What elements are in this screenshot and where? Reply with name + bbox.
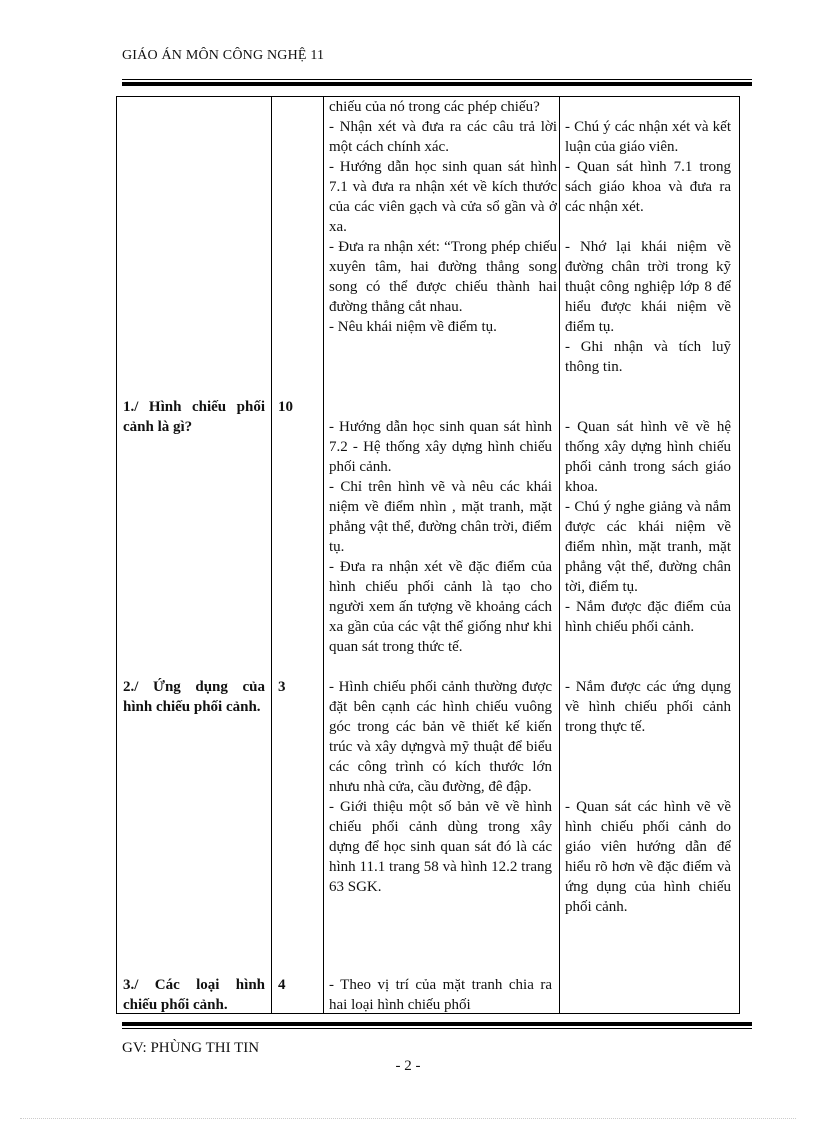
teacher-activity-line: - Nêu khái niệm về điểm tụ. [329,319,497,335]
student-activity-line: - Quan sát hình vẽ về hệ thống xây dựng hình chiếu phối cảnh trong sách giáo khoa. [565,419,731,495]
column-divider [559,97,560,1013]
student-activity-line: - Quan sát các hình vẽ về hình chiếu phối cảnh do giáo viên hướng dẫn để hiểu rõ hơn về đặc điểm và ứng dụng của hình chiếu phối cảnh. [565,799,731,915]
section-time: 10 [278,399,293,415]
teacher-activity-cell [329,677,552,897]
teacher-activity-line: - Giới thiệu một số bản vẽ về hình chiếu phối cảnh dùng trong xây dựng để học sinh quan sát đó là các hình 11.1 trang 58 và hình 12.2 trang 63 SGK. [329,799,552,895]
footer-rule-thin [122,1028,752,1029]
footer-teacher-name: GV: PHÙNG THI TIN [122,1040,260,1056]
student-activity-line: - Nắm được các ứng dụng về hình chiếu phối cảnh trong thực tế. [565,679,731,735]
footer-rule-thick [122,1022,752,1026]
student-activity-line: - Quan sát hình 7.1 trong sách giáo khoa và đưa ra các nhận xét. [565,159,731,215]
section-topic: 1./ Hình chiếu phối cảnh là gì? [123,399,265,435]
student-activity-line: - Nắm được đặc điểm của hình chiếu phối cảnh. [565,599,731,635]
student-activity-line: - Chú ý nghe giảng và nắm được các khái niệm về điểm nhìn, mặt tranh, mặt phẳng vật thể, đường chân tời, điểm tụ. [565,499,731,595]
student-activity-line: - Ghi nhận và tích luỹ thông tin. [565,339,731,375]
section-topic: 2./ Ứng dụng của hình chiếu phối cảnh. [123,679,265,715]
teacher-activity-line: chiếu của nó trong các phép chiếu? [329,99,540,115]
column-divider [271,97,272,1013]
teacher-activity-line: - Hình chiếu phối cảnh thường được đặt bên cạnh các hình chiếu vuông góc trong các bản vẽ thiết kế kiến trúc và xây dựngvà mỹ thuật để biểu các công trình có kích thước lớn nhưu nhà cửa, cầu đường, đê đập. [329,679,552,795]
header-rule-thick [122,82,752,86]
student-activity-line: - Chú ý các nhận xét và kết luận của giáo viên. [565,119,731,155]
teacher-activity-line: - Hướng dẫn học sinh quan sát hình 7.2 - Hệ thống xây dựng hình chiếu phối cảnh. [329,419,552,475]
teacher-activity-cell [329,975,552,1015]
page-number: - 2 - [395,1058,421,1074]
header-rule-thin [122,79,752,80]
teacher-activity-line: - Đưa ra nhận xét: “Trong phép chiếu xuyên tâm, hai đường thẳng song song có thể được chiếu thành hai đường thẳng cắt nhau. [329,239,557,315]
student-activity-cell [565,417,731,637]
teacher-activity-cell [324,97,557,337]
page-header-title: GIÁO ÁN MÔN CÔNG NGHỆ 11 [122,48,325,63]
teacher-activity-line: - Hướng dẫn học sinh quan sát hình 7.1 và đưa ra nhận xét về kích thước của các viên gạch và cửa sổ gần và ở xa. [329,159,557,235]
page-bottom-divider [20,1118,796,1119]
student-activity-cell [565,117,731,377]
lesson-table [116,96,740,1014]
section-topic: 3./ Các loại hình chiếu phối cảnh. [123,977,265,1013]
teacher-activity-line: - Nhận xét và đưa ra các câu trả lời một cách chính xác. [329,119,557,155]
teacher-activity-line: - Chỉ trên hình vẽ và nêu các khái niệm về điểm nhìn , mặt tranh, mặt phẳng vật thể, đường chân trời, điểm tụ. [329,479,552,555]
student-activity-cell [565,677,731,917]
student-activity-line: - Nhớ lại khái niệm về đường chân trời trong kỹ thuật công nghiệp lớp 8 để hiểu được khái niệm về điểm tụ. [565,239,731,335]
teacher-activity-line: - Theo vị trí của mặt tranh chia ra hai loại hình chiếu phối [329,977,552,1013]
section-time: 4 [278,977,286,993]
section-time: 3 [278,679,286,695]
teacher-activity-line: - Đưa ra nhận xét về đặc điểm của hình chiếu phối cảnh là tạo cho người xem ấn tượng về khoảng cách xa gần của các vật thể giống như khi quan sát trong thức tế. [329,559,552,655]
teacher-activity-cell [329,417,552,657]
